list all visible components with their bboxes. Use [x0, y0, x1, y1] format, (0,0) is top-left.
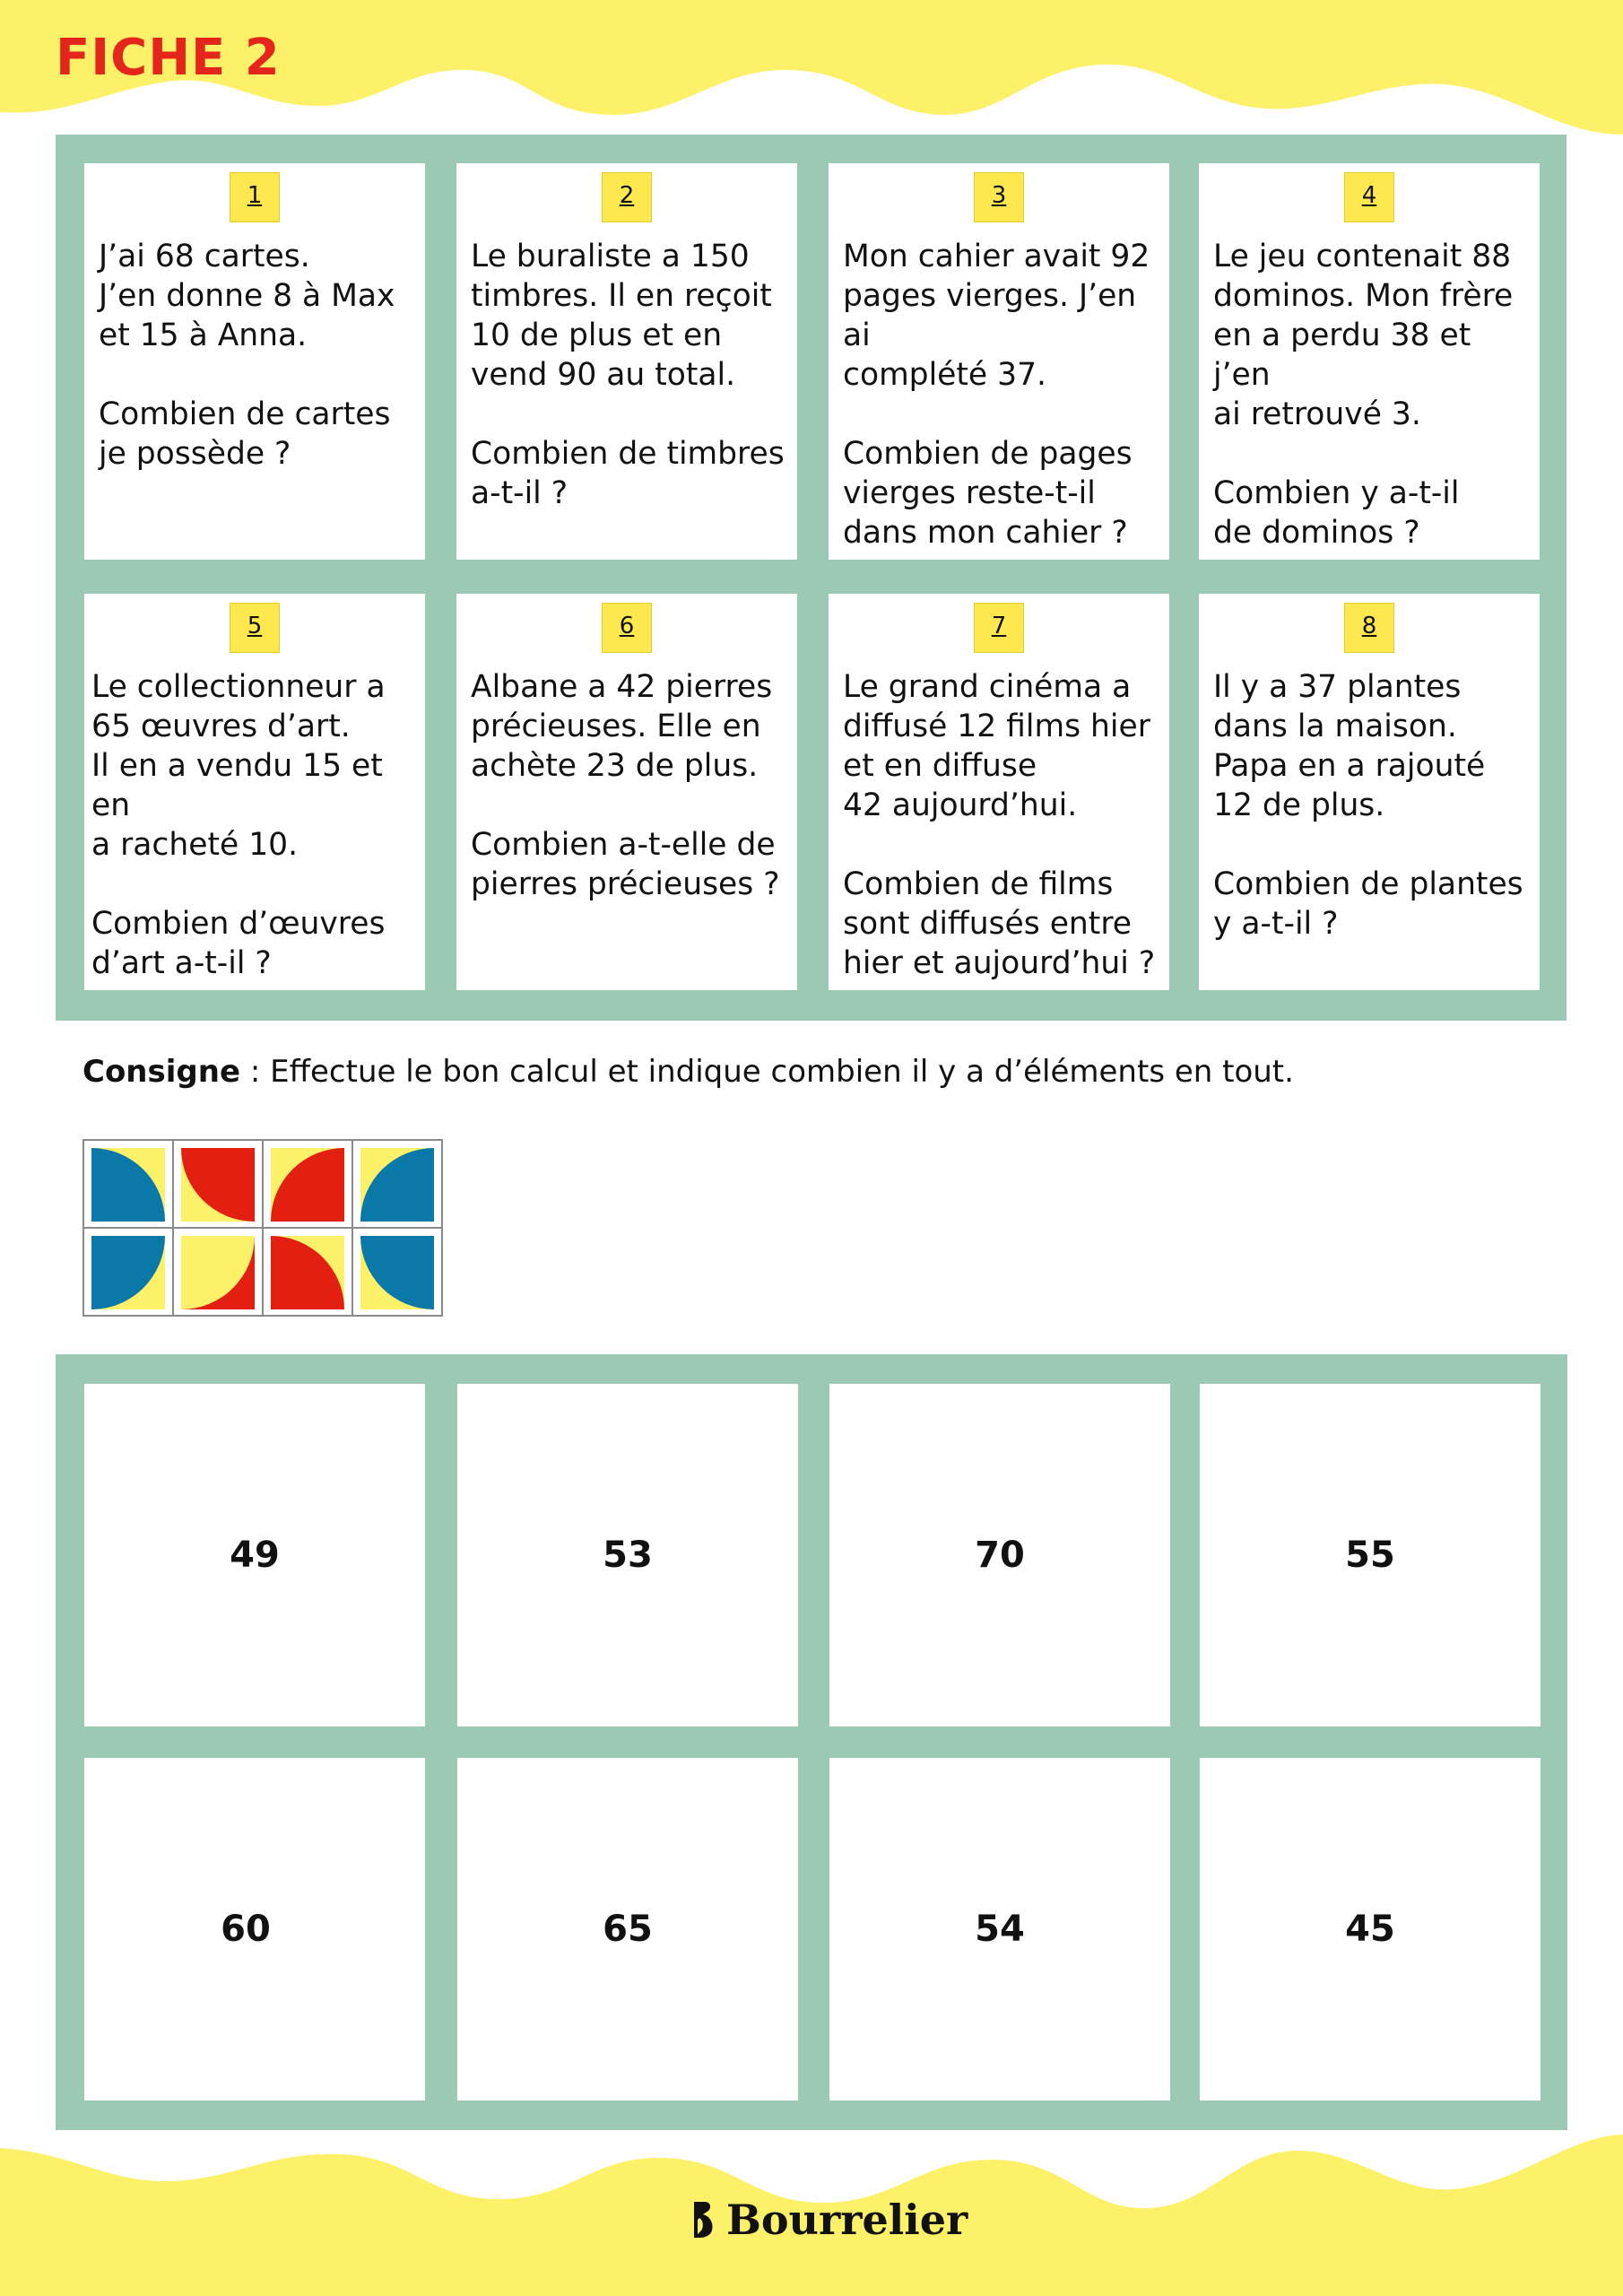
quarter-circle-icon: [271, 1236, 344, 1309]
tile-red-quarter: [174, 1141, 262, 1227]
tile-blue-quarter: [84, 1229, 172, 1315]
problem-text: J’ai 68 cartes. J’en donne 8 à Max et 15 à Anna. Combien de cartes je possède ?: [99, 239, 395, 472]
answers-panel: [56, 1354, 1567, 2130]
problem-card-7: [829, 594, 1169, 990]
problem-number-badge: 1: [230, 172, 280, 222]
answer-card-1: [84, 1384, 425, 1726]
answer-value: 45: [1345, 1909, 1395, 1950]
quarter-circle-icon: [360, 1148, 434, 1222]
problem-card-6: [456, 594, 797, 990]
problem-text: Albane a 42 pierres précieuses. Elle en achète 23 de plus. Combien a-t-elle de pierres précieuses ?: [471, 669, 780, 902]
instruction-label: Consigne: [82, 1054, 241, 1090]
problem-number-badge: 8: [1344, 603, 1394, 653]
tile-red-quarter: [264, 1141, 352, 1227]
instruction-separator: :: [240, 1054, 271, 1090]
answer-value: 49: [230, 1535, 280, 1576]
answer-value: 70: [975, 1535, 1025, 1576]
quarter-circle-icon: [271, 1148, 344, 1222]
problem-number-badge: 2: [602, 172, 652, 222]
answer-card-2: [457, 1384, 798, 1726]
problem-card-8: [1199, 594, 1540, 990]
answer-card-3: [829, 1384, 1170, 1726]
bourrelier-logo-icon: [689, 2200, 716, 2239]
answer-value: 53: [603, 1535, 653, 1576]
problem-number-badge: 5: [230, 603, 280, 653]
shape-tiles-grid: [82, 1139, 443, 1317]
quarter-circle-icon: [360, 1236, 434, 1309]
answer-card-6: [457, 1758, 798, 2100]
problem-card-3: [829, 163, 1169, 560]
answer-value: 65: [603, 1909, 653, 1950]
problem-card-2: [456, 163, 797, 560]
problem-number-badge: 4: [1344, 172, 1394, 222]
answer-value: 60: [221, 1909, 271, 1950]
problem-number-badge: 3: [974, 172, 1024, 222]
answer-card-8: [1200, 1758, 1541, 2100]
brand-name: Bourrelier: [726, 2196, 968, 2244]
problem-card-1: [84, 163, 425, 560]
answer-value: 54: [975, 1909, 1025, 1950]
answer-card-5: [84, 1758, 425, 2100]
quarter-circle-icon: [91, 1236, 165, 1309]
instruction: [82, 1054, 1294, 1090]
answer-value: 55: [1345, 1535, 1395, 1576]
problem-text: Il y a 37 plantes dans la maison. Papa en a rajouté 12 de plus. Combien de plantes y a-t-il ?: [1213, 669, 1523, 942]
problem-text: Le jeu contenait 88 dominos. Mon frère en a perdu 38 et j’en ai retrouvé 3. Combien y a-t-il de dominos ?: [1213, 239, 1514, 551]
page-title: FICHE 2: [56, 29, 281, 87]
publisher-logo: [689, 2196, 968, 2244]
problem-number-badge: 6: [602, 603, 652, 653]
answer-card-7: [829, 1758, 1170, 2100]
problem-number-badge: 7: [974, 603, 1024, 653]
problem-text: Le collectionneur a 65 œuvres d’art. Il en a vendu 15 et en a racheté 10. Combien d’œuvres d’art a-t-il ?: [91, 669, 386, 981]
problem-text: Le grand cinéma a diffusé 12 films hier et en diffuse 42 aujourd’hui. Combien de films sont diffusés entre hier et aujourd’hui ?: [843, 669, 1156, 981]
problem-card-4: [1199, 163, 1540, 560]
tile-red-quarter: [264, 1229, 352, 1315]
tile-red-quarter: [174, 1229, 262, 1315]
tile-blue-quarter: [353, 1141, 441, 1227]
quarter-circle-icon: [181, 1236, 255, 1309]
tile-blue-quarter: [353, 1229, 441, 1315]
answer-card-4: [1200, 1384, 1541, 1726]
quarter-circle-icon: [91, 1148, 165, 1222]
tile-blue-quarter-left: [84, 1141, 172, 1227]
quarter-circle-icon: [181, 1148, 255, 1222]
problem-text: Mon cahier avait 92 pages vierges. J’en ai complété 37. Combien de pages vierges reste-t-il dans mon cahier ?: [843, 239, 1150, 551]
problems-panel: [56, 135, 1567, 1021]
instruction-text: Effectue le bon calcul et indique combien il y a d’éléments en tout.: [270, 1054, 1294, 1090]
problem-text: Le buraliste a 150 timbres. Il en reçoit 10 de plus et en vend 90 au total. Combien de timbres a-t-il ?: [471, 239, 785, 511]
problem-card-5: [84, 594, 425, 990]
